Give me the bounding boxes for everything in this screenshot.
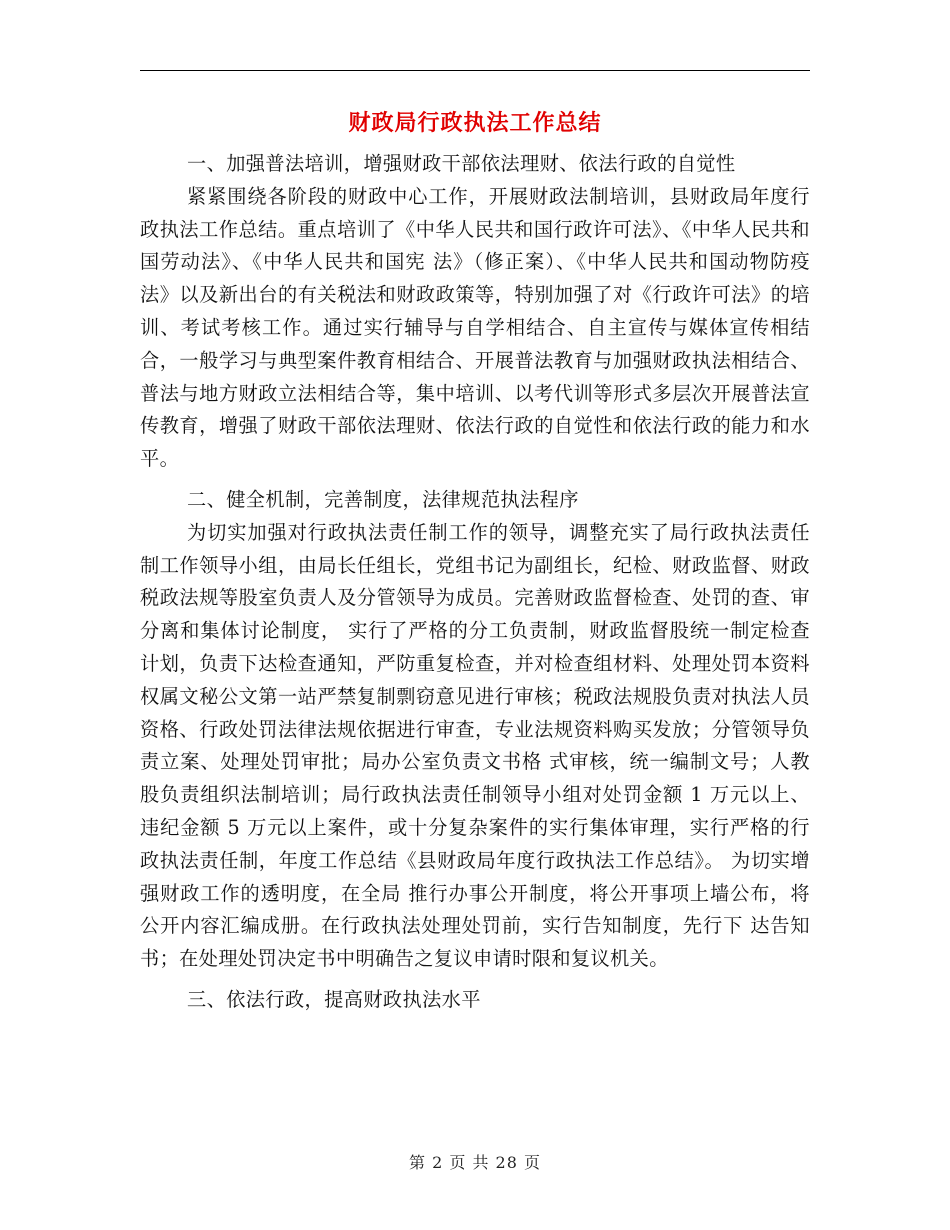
document-title: 财政局行政执法工作总结 — [348, 110, 602, 136]
section-heading-3: 三、依法行政，提高财政执法水平 — [187, 987, 481, 1011]
body-paragraph-2: 为切实加强对行政执法责任制工作的领导，调整充实了局行政执法责任制工作领导小组，由局长任组长，党组书记为副组长，纪检、财政监督、财政税政法规等股室负责人及分管领导为成员。完善财政监督检查、处罚的查、审分离和集体讨论制度， 实行了严格的分工负责制，财政监督股统一制定检查计划，负责下达检查通知，严防重复检查，并对检查组材料、处理处罚本资料权属文秘公文第一站严禁复制剽窃意见进行审核；税政法规股负责对执法人员资格、行政处罚法律法规依据进行审查，专业法规资料购买发放；分管领导负责立案、处理处罚审批；局办公室负责文书格 式审核，统一编制文号；人教股负责组织法制培训；局行政执法责任制领导小组对处罚金额 1 万元以上、违纪金额 5 万元以上案件，或十分复杂案件的实行集体审理，实行严格的行政执法责任制，年度工作总结《县财政局年度行政执法工作总结》。 为切实增强财政工作的透明度，在全局 推行办事公开制度，将公开事项上墙公布，将公开内容汇编成册。在行政执法处理处罚前，实行告知制度，先行下 达告知书；在处理处罚决定书中明确告之复议申请时限和复议机关。 — [140, 520, 810, 971]
document-body — [140, 148, 810, 1017]
section-heading-1: 一、加强普法培训，增强财政干部依法理财、依法行政的自觉性 — [187, 152, 736, 175]
body-paragraph-1: 紧紧围绕各阶段的财政中心工作，开展财政法制培训，县财政局年度行政执法工作总结。重点培训了《中华人民共和国行政许可法》、《中华人民共和国劳动法》、《中华人民共和国宪 法》（修正案）、《中华人民共和国动物防疫法》以及新出台的有关税法和财政政策等，特别加强了对《行政许可法》的培训、考试考核工作。通过实行辅导与自学相结合、自主宣传与媒体宣传相结合，一般学习与典型案件教育相结合、开展普法教育与加强财政执法相结合、普法与地方财政立法相结合等，集中培训、以考代训等形式多层次开展普法宣传教育，增强了财政干部依法理财、依法行政的自觉性和依法行政的能力和水平。 — [140, 184, 810, 471]
section-heading-2: 二、健全机制，完善制度，法律规范执法程序 — [187, 487, 579, 511]
header-rule — [140, 70, 810, 71]
page-number: 第 2 页 共 28 页 — [409, 1153, 541, 1172]
